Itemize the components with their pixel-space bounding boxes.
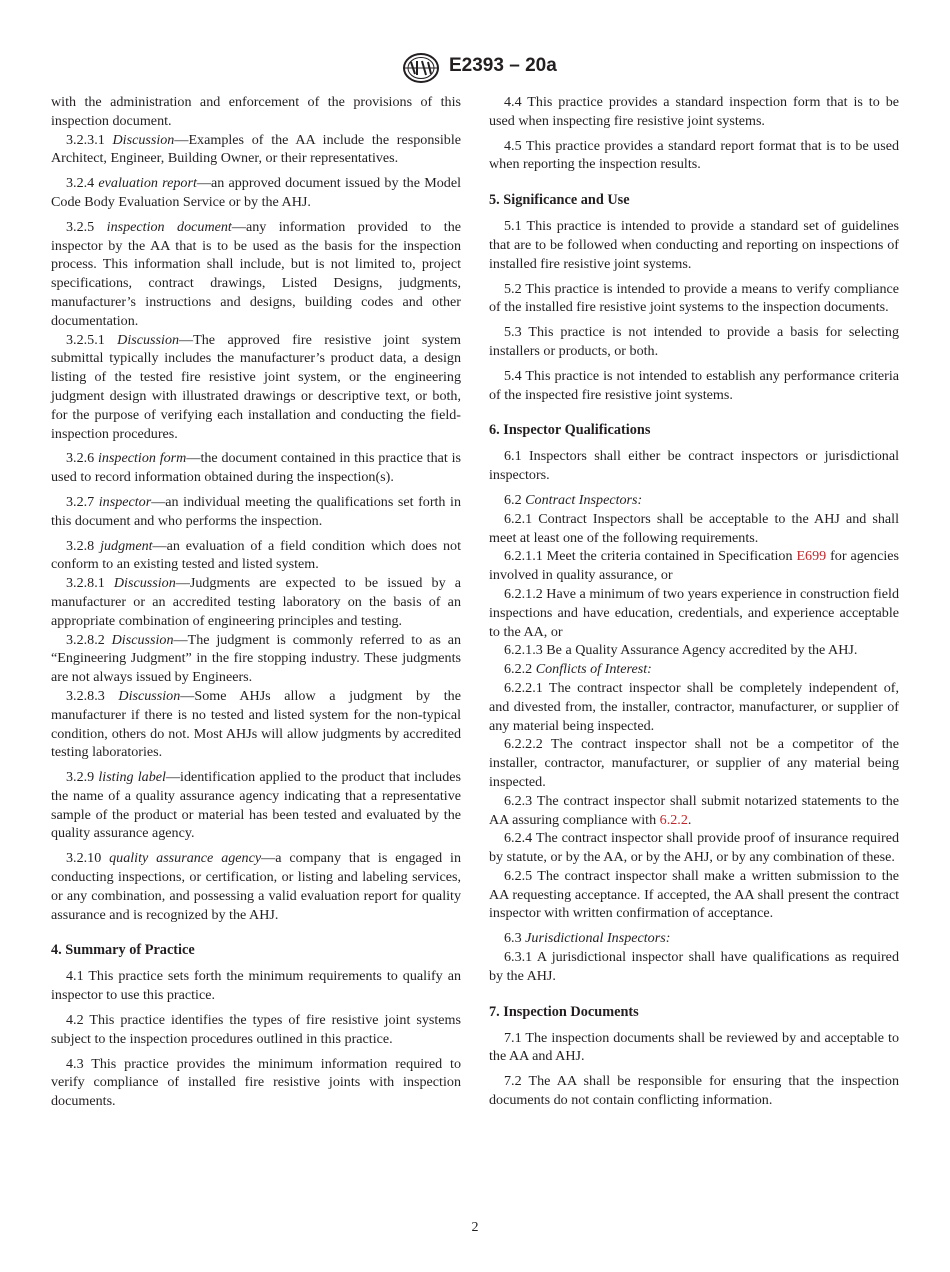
paragraph-4-3: 4.3 This practice provides the minimum information required to verify compliance of installed fire resistive joints with inspection documents.	[51, 1055, 461, 1110]
paragraph-3-2-9: 3.2.9 listing label—identification applied to the product that includes the name of a quality assurance agency indicating that a representative sample of the product or material has been tested and evaluated by the quality assurance agency.	[51, 769, 461, 842]
paragraph-6-3-1: 6.3.1 A jurisdictional inspector shall have qualifications as required by the AHJ.	[489, 949, 899, 984]
paragraph-6-2-1-3: 6.2.1.3 Be a Quality Assurance Agency accredited by the AHJ.	[504, 642, 858, 659]
left-column	[51, 93, 461, 1111]
astm-logo-icon	[401, 52, 441, 84]
paragraph-6-2-5: 6.2.5 The contract inspector shall make a written submission to the AA requesting acceptance. If accepted, the AA shall present the contract inspector with written confirmation of acceptance.	[489, 867, 899, 922]
paragraph-3-2-10: 3.2.10 quality assurance agency—a company that is engaged in conducting inspections, or certification, or listing and labeling services, or any combination, and possessing a valid evaluation report for quality assurance and is recognized by the AHJ.	[51, 850, 462, 923]
paragraph-6-1: 6.1 Inspectors shall either be contract inspectors or jurisdictional inspectors.	[489, 448, 899, 484]
page-header	[0, 52, 950, 86]
paragraph-6-2-1-2: 6.2.1.2 Have a minimum of two years experience in construction field inspections and have education, credentials, and experience acceptable to the AA, or	[489, 585, 899, 640]
paragraph: with the administration and enforcement of the provisions of this inspection document.	[51, 94, 461, 129]
paragraph-4-4: 4.4 This practice provides a standard inspection form that is to be used when inspecting fire resistive joint systems.	[489, 94, 899, 129]
paragraph-6-2-2: 6.2.2 Conflicts of Interest:	[504, 661, 652, 678]
paragraph-4-5: 4.5 This practice provides a standard report format that is to be used when reporting the inspection results.	[489, 137, 899, 173]
paragraph-6-2-1: 6.2.1 Contract Inspectors shall be acceptable to the AHJ and shall meet at least one of the following requirements.	[489, 510, 899, 546]
paragraph-7-1: 7.1 The inspection documents shall be reviewed by and acceptable to the AA and AHJ.	[489, 1029, 899, 1065]
paragraph-3-2-3-1: 3.2.3.1 Discussion—Examples of the AA include the responsible Architect, Engineer, Building Owner, or their representatives.	[51, 131, 461, 167]
paragraph-3-2-8: 3.2.8 judgment—an evaluation of a field condition which does not conform to an existing tested and listed system.	[51, 537, 461, 573]
section-heading-5: 5. Significance and Use	[489, 192, 630, 209]
paragraph-7-2: 7.2 The AA shall be responsible for ensuring that the inspection documents do not contain conflicting information.	[489, 1073, 899, 1109]
section-heading-6: 6. Inspector Qualifications	[489, 422, 651, 439]
paragraph-3-2-7: 3.2.7 inspector—an individual meeting the qualifications set forth in this document and who performs the inspection.	[51, 493, 461, 529]
link-e699[interactable]: E699	[796, 548, 827, 565]
paragraph-6-2-3: 6.2.3 The contract inspector shall submit notarized statements to the AA assuring compliance with 6.2.2.	[489, 792, 899, 828]
paragraph-3-2-5: 3.2.5 inspection document—any information provided to the inspector by the AA that is to be used as the basis for the inspection process. This information shall include, but is not limited to, project specifications, contract drawings, Listed Designs, judgments, manufacturer’s instructions and designs, building codes and other documentation.	[51, 218, 461, 329]
paragraph-6-3: 6.3 Jurisdictional Inspectors:	[504, 930, 671, 947]
paragraph-3-2-4: 3.2.4 evaluation report—an approved document issued by the Model Code Body Evaluation Service or by the AHJ.	[51, 175, 461, 210]
paragraph-6-2-2-2: 6.2.2.2 The contract inspector shall not be a competitor of the installer, contractor, manufacturer, or supplier of any material being inspected.	[489, 736, 899, 790]
paragraph-3-2-8-2: 3.2.8.2 Discussion—The judgment is commonly referred to as an “Engineering Judgment” in the fire stopping industry. These judgments are not always issued by Engineers.	[51, 631, 461, 686]
section-heading-7: 7. Inspection Documents	[489, 1003, 639, 1020]
paragraph-6-2-2-1: 6.2.2.1 The contract inspector shall be completely independent of, and divested from, the installer, contractor, manufacturer, or supplier of any material being inspected.	[489, 679, 899, 734]
paragraph-4-1: 4.1 This practice sets forth the minimum requirements to qualify an inspector to use this practice.	[51, 968, 461, 1004]
paragraph-6-2-1-1: 6.2.1.1 Meet the criteria contained in Specification E699 for agencies involved in quality assurance, or	[489, 548, 899, 584]
paragraph-3-2-8-3: 3.2.8.3 Discussion—Some AHJs allow a judgment by the manufacturer if there is no tested and listed system for the non-typical condition, others do not. Most AHJs will allow judgments by accredited testing laboratories.	[51, 687, 461, 761]
paragraph-5-3: 5.3 This practice is not intended to provide a basis for selecting installers or products, or both.	[489, 324, 899, 359]
paragraph-6-2-4: 6.2.4 The contract inspector shall provide proof of insurance required by statute, or by the AA, or by the AHJ, or by any combination of these.	[489, 830, 899, 866]
page-number: 2	[471, 1220, 479, 1235]
right-column	[489, 93, 899, 1110]
paragraph-5-2: 5.2 This practice is intended to provide a means to verify compliance of the installed fire resistive joint systems to the inspection documents.	[489, 280, 899, 316]
paragraph-3-2-8-1: 3.2.8.1 Discussion—Judgments are expected to be issued by a manufacturer or an accredited testing laboratory on the basis of an appropriate combination of engineering principles and testing.	[51, 575, 461, 629]
paragraph-5-1: 5.1 This practice is intended to provide a standard set of guidelines that are to be followed when conducting and reporting on inspections of installed fire resistive joint systems.	[489, 218, 899, 272]
paragraph-3-2-5-1: 3.2.5.1 Discussion—The approved fire resistive joint system submittal typically includes the manufacturer’s product data, a design listing of the tested fire resistive joint system, or the engineering judgment design with illustrated drawings or descriptive text, or both, for the purpose of verifying each installation and conducting the field-inspection procedures.	[51, 331, 461, 442]
section-heading-4: 4. Summary of Practice	[51, 942, 195, 959]
paragraph-6-2: 6.2 Contract Inspectors:	[504, 491, 643, 508]
document-designation: E2393 – 20a	[449, 55, 557, 76]
paragraph-5-4: 5.4 This practice is not intended to establish any performance criteria of the inspected fire resistive joint systems.	[489, 367, 899, 403]
paragraph-4-2: 4.2 This practice identifies the types of fire resistive joint systems subject to the inspection procedures outlined in this practice.	[51, 1012, 461, 1047]
link-6-2-2[interactable]: 6.2.2	[659, 811, 688, 828]
paragraph-3-2-6: 3.2.6 inspection form—the document contained in this practice that is used to record information obtained during the inspection(s).	[51, 450, 461, 486]
